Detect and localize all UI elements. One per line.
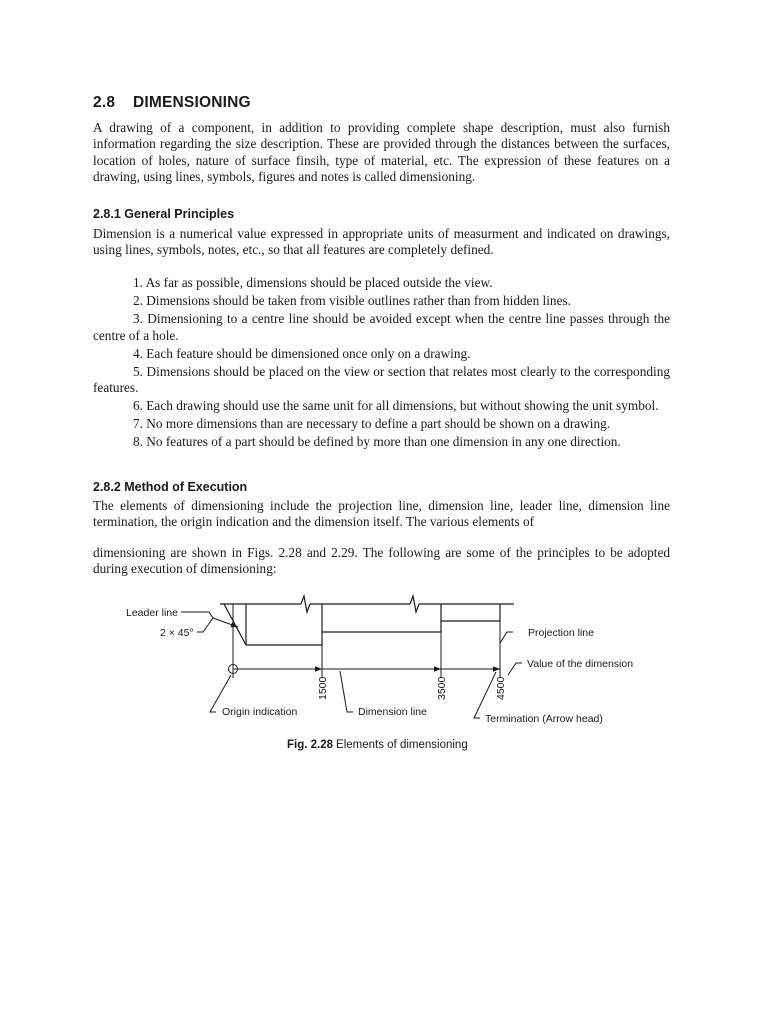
section-heading xyxy=(93,94,251,112)
dimension-value-1: 1500 xyxy=(317,676,329,700)
part-outline xyxy=(220,596,514,645)
label-projection-line: Projection line xyxy=(528,627,594,639)
subsection-heading-method: 2.8.2 Method of Execution xyxy=(93,480,248,494)
intro-paragraph: A drawing of a component, in addition to providing complete shape description, must also furnish information regarding the size description. These are provided through the distances between the surfaces, location of holes, nature of surface finsih, type of material, etc. The expression of these features on a drawing, using lines, symbols, figures and notes is called dimensioning. xyxy=(93,120,670,184)
method-paragraph-part2: dimensioning are shown in Figs. 2.28 and 2.29. The following are some of the principles to be adopted during execution of dimensioning: xyxy=(93,545,670,577)
subsection-heading-general-principles: 2.8.1 General Principles xyxy=(93,207,235,221)
principles-list xyxy=(93,275,670,452)
list-item: 1. As far as possible, dimensions should be placed outside the view. xyxy=(133,275,493,290)
projection-lines xyxy=(233,604,500,678)
dimension-value-3: 4500 xyxy=(495,676,507,700)
label-chamfer: 2 × 45° xyxy=(160,627,194,639)
dimension-value-2: 3500 xyxy=(436,676,448,700)
method-paragraph-part1: The elements of dimensioning include the projection line, dimension line, leader line, dimension line termination, the origin indication and the dimension itself. The various elements of xyxy=(93,498,670,530)
figure-caption-number: Fig. 2.28 xyxy=(287,739,334,751)
label-value-of-dimension: Value of the dimension xyxy=(527,658,634,670)
section-title: DIMENSIONING xyxy=(133,94,251,111)
general-principles-paragraph: Dimension is a numerical value expressed in appropriate units of measurment and indicated on drawings, using lines, symbols, notes, etc., so that all features are completely defined. xyxy=(93,226,670,258)
list-item: 3. Dimensioning to a centre line should be avoided except when the centre line passes through the centre of a hole. xyxy=(93,310,670,343)
list-item: 7. No more dimensions than are necessary to define a part should be shown on a drawing. xyxy=(133,416,611,432)
list-item: 5. Dimensions should be placed on the view or section that relates most clearly to the corresponding features. xyxy=(93,363,670,396)
label-leader-line: Leader line xyxy=(126,607,178,619)
list-item: 8. No features of a part should be defined by more than one dimension in any one direction. xyxy=(133,434,621,450)
figure-caption xyxy=(287,739,468,751)
list-item: 2. Dimensions should be taken from visible outlines rather than from hidden lines. xyxy=(133,292,571,308)
label-dimension-line: Dimension line xyxy=(358,706,427,718)
dimensioning-figure xyxy=(0,580,768,730)
list-item: 4. Each feature should be dimensioned once only on a drawing. xyxy=(133,345,471,361)
section-number: 2.8 xyxy=(93,94,116,111)
label-termination: Termination (Arrow head) xyxy=(485,713,603,725)
figure-caption-text: Elements of dimensioning xyxy=(336,739,468,751)
dimension-lines xyxy=(229,665,501,674)
label-origin-indication: Origin indication xyxy=(222,706,298,718)
list-item: 6. Each drawing should use the same unit for all dimensions, but without showing the unit symbol. xyxy=(133,398,659,414)
